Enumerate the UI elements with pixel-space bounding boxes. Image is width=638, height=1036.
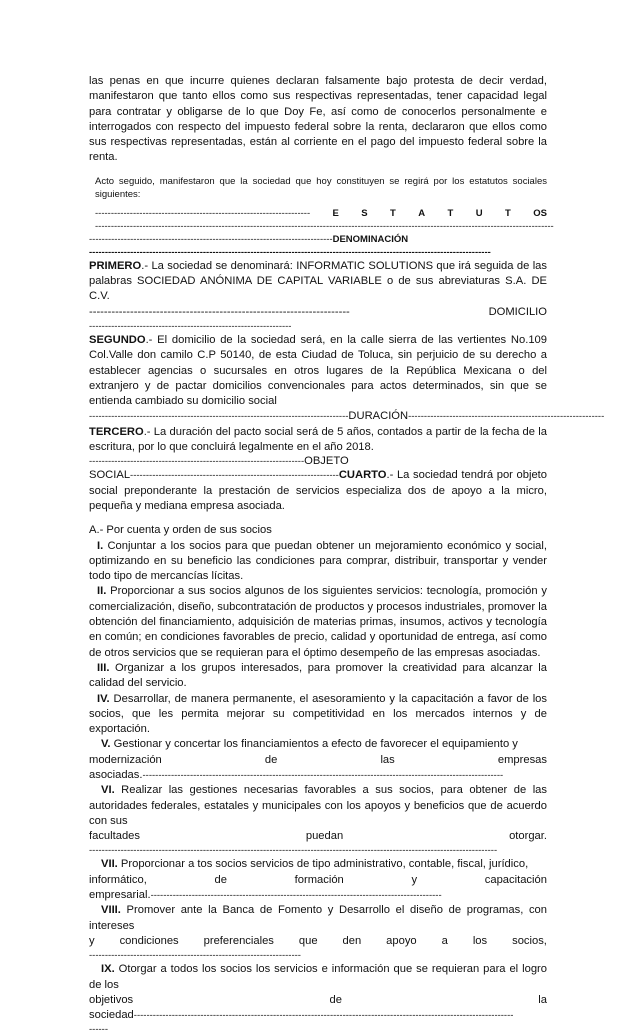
cuarto-dashes: ------------------------------------------------------------------ — [130, 470, 339, 482]
item-v-dashes: ------------------------------------------------------------------------------------------------------------------ — [142, 769, 504, 781]
clause-tercero — [89, 425, 547, 456]
item-viii-word: apoyo — [386, 934, 417, 947]
item-iii-label: III. — [97, 661, 110, 674]
item-v-word: de — [264, 753, 278, 766]
item-vii-label: VII. — [101, 858, 118, 871]
item-viii — [89, 903, 547, 934]
item-ix-dashes: ------------------------------------------------------------------------------------------------------------------------ — [133, 1010, 514, 1022]
item-ii-label: II. — [97, 585, 107, 598]
item-ix-label: IX. — [101, 963, 115, 976]
item-vi-word: otorgar. — [509, 830, 547, 843]
estatutos-heading — [89, 207, 547, 220]
estatutos-letter: A — [418, 207, 426, 219]
domicilio-title: DOMICILIO — [488, 305, 547, 318]
item-viii-word: que — [298, 934, 318, 947]
clause-primero — [89, 259, 547, 305]
item-vii — [89, 857, 547, 872]
item-v-word: modernización — [89, 753, 162, 766]
item-iii — [89, 661, 547, 692]
item-vi-dashes: --------------------------------------------------------------------------------------------------------------------------------- — [89, 845, 498, 857]
item-viii-spread-line — [89, 934, 547, 949]
item-v-end: asociadas. — [89, 768, 143, 781]
objeto-heading — [89, 455, 547, 468]
duracion-dashes-left: ---------------------------------------------------------------------------------- — [89, 411, 349, 423]
item-viii-dashes: ------------------------------------------------------------------- — [89, 950, 301, 962]
item-vi — [89, 783, 547, 829]
item-vii-text: Proporcionar a tos socios servicios de tipo administrativo, contable, fiscal, jurídico, — [117, 858, 529, 871]
item-vi-spread-line — [89, 829, 547, 844]
estatutos-letter: T — [505, 207, 511, 219]
item-ix-last-dashes: ------ — [89, 1024, 108, 1036]
estatutos-letter: S — [361, 207, 368, 219]
item-ix-word: de — [329, 993, 342, 1006]
tercero-text: .- La duración del pacto social será de 5 años, contados a partir de la fecha de la escritura, por lo que concluirá legalmente en el año 2018. — [89, 425, 547, 454]
estatutos-letter: T — [447, 207, 454, 219]
item-viii-word: condiciones — [119, 934, 179, 947]
clause-segundo — [89, 333, 547, 409]
item-vii-word: informático, — [89, 873, 147, 886]
primero-text: .- La sociedad se denominará: INFORMATIC SOLUTIONS que irá seguida de las palabras SOCIEDAD ANÓNIMA DE CAPITAL VARIABLE o de sus abreviaturas S.A. DE C.V. — [89, 259, 547, 303]
item-i — [89, 539, 547, 585]
denominacion-dashes: ----------------------------------------------------------------------------- — [89, 233, 333, 245]
item-vi-word: facultades — [89, 830, 140, 843]
item-ix-end-line — [89, 1008, 547, 1023]
cuarto-label: CUARTO — [338, 469, 387, 482]
item-vii-word: de — [214, 873, 227, 886]
item-viii-word: a — [441, 934, 448, 947]
duracion-heading — [89, 409, 605, 424]
estatutos-dashes: -------------------------------------------------------------------- — [95, 207, 311, 219]
item-v-label: V. — [101, 738, 111, 751]
item-v-end-line — [89, 768, 547, 783]
item-iv — [89, 692, 547, 738]
clause-cuarto — [89, 468, 547, 514]
item-vii-end: empresarial. — [89, 889, 151, 902]
item-vii-dashes: -------------------------------------------------------------------------------------------- — [150, 890, 442, 902]
item-iv-label: IV. — [97, 692, 110, 705]
item-ix-word: objetivos — [89, 993, 134, 1006]
item-vii-spread-line — [89, 873, 547, 888]
item-ix-end: sociedad — [89, 1009, 134, 1022]
item-viii-word: socios, — [512, 934, 547, 947]
item-vii-end-line — [89, 888, 547, 903]
document-page — [89, 74, 605, 1036]
item-v-word: empresas — [497, 753, 547, 766]
item-ix-spread-line — [89, 993, 547, 1008]
paragraph-intro: las penas en que incurre quienes declaran falsamente bajo protesta de decir verdad, manifestaron que tanto ellos como sus respectivas representadas, tener capacidad legal para contratar y obligarse de lo que Doy Fe, así como de conocerlos personalmente e interrogados con respecto del impuesto federal sobre la renta, declararon que ellos como sus respectivas representadas, están al corriente en el pago del impuesto federal sobre la renta. — [89, 75, 547, 164]
item-v-text: Gestionar y concertar los financiamientos a efecto de favorecer el equipamiento y — [110, 738, 518, 751]
item-v-spread-line — [89, 753, 547, 768]
estatutos-letter: E — [332, 207, 339, 219]
item-viii-word: preferenciales — [203, 934, 274, 947]
item-i-text: Conjuntar a los socios para que puedan obtener un mejoramiento económico y social, optimizando en su beneficio las condiciones para comprar, distribuir, transportar y vender todo tipo de mercancías lícitas. — [89, 539, 547, 583]
dash-separator: ------------------------------------------------------------------------------------------------------------------------------------------------- — [95, 220, 554, 232]
item-vii-word: y — [411, 873, 418, 886]
domicilio-dashes: ---------------------------------------------------------------------- — [89, 305, 350, 318]
duracion-title: DURACIÓN — [348, 410, 409, 423]
domicilio-heading — [89, 305, 547, 320]
item-ii — [89, 584, 547, 660]
duracion-dashes-right: -------------------------------------------------------------- — [408, 411, 605, 423]
cuarto-text: .- La sociedad tendrá por objeto social preponderante la prestación de servicios especializa dos de apoyo a la micro, pequeña y mediana empresa asociada. — [89, 469, 547, 512]
cuarto-pre: SOCIAL — [89, 469, 131, 482]
segundo-text: .- El domicilio de la sociedad será, en la calle sierra de las vertientes No.109 Col.Valle don camilo C.P 50140, de esta Ciudad de Toluca, sin perjuicio de su derecho a establecer agencias o sucursales en otros lugares de la República Mexicana o del extranjero y de pactar domicilios convencionales para actos determinados, sin que se entienda cambiado su domicilio social — [89, 333, 547, 408]
item-vi-label: VI. — [101, 784, 115, 797]
item-viii-word: los — [472, 934, 488, 947]
section-a-title: A.- Por cuenta y orden de sus socios — [89, 524, 272, 537]
item-viii-label: VIII. — [101, 904, 121, 917]
item-vii-word: capacitación — [484, 873, 547, 886]
item-ix-word: la — [538, 993, 547, 1006]
item-ix-text: Otorgar a todos los socios los servicios e información que se requieran para el logro de los — [89, 963, 547, 991]
item-iii-text: Organizar a los grupos interesados, para promover la creatividad para alcanzar la calidad del servicio. — [89, 661, 547, 690]
estatutos-letter: T — [390, 207, 396, 219]
item-ix — [89, 962, 547, 993]
estatutos-letter: U — [475, 207, 483, 219]
denominacion-title: DENOMINACIÓN — [332, 233, 409, 245]
item-vii-word: formación — [294, 873, 344, 886]
item-viii-word: y — [89, 934, 95, 947]
tercero-label: TERCERO — [89, 425, 144, 438]
item-viii-word: den — [342, 934, 362, 947]
item-v-word: las — [380, 753, 395, 766]
denominacion-heading — [89, 233, 547, 246]
item-vi-text: Realizar las gestiones necesarias favorables a sus socios, para obtener de las autoridades federales, estatales y municipales con los apoyos y beneficios que de acuerdo con sus — [89, 784, 547, 827]
item-viii-text: Promover ante la Banca de Fomento y Desarrollo el diseño de programas, con intereses — [89, 904, 547, 932]
domicilio-dashes-2: ---------------------------------------------------------------- — [89, 320, 292, 332]
item-i-label: I. — [97, 539, 104, 552]
item-iv-text: Desarrollar, de manera permanente, el asesoramiento y la capacitación a favor de los socios, que les permita mejorar su competitividad en los mercados internos y de exportación. — [89, 692, 547, 736]
objeto-title: OBJETO — [304, 455, 349, 468]
paragraph-acto: Acto seguido, manifestaron que la sociedad que hoy constituyen se regirá por los estatutos sociales siguientes: — [95, 175, 547, 200]
dash-separator-bold: ------------------------------------------------------------------------------------------------------------------------------- — [89, 246, 491, 258]
primero-label: PRIMERO — [89, 259, 142, 272]
item-vi-word: puedan — [305, 830, 344, 843]
item-ii-text: Proporcionar a sus socios algunos de los siguientes servicios: tecnología, promoción y comercialización, diseño, subcontratación de productos y procesos industriales, promover la obtención del financiamiento, adquisición de materias primas, insumos, activos y tecnología en común; en condiciones favorables de precio, calidad y oportunidad de entrega, así como de otros servicios que se requieran para el óptimo desempeño de las empresas asociadas. — [89, 585, 547, 659]
segundo-label: SEGUNDO — [89, 333, 146, 346]
estatutos-letter: OS — [533, 207, 547, 219]
item-v — [89, 737, 547, 752]
objeto-dashes: -------------------------------------------------------------------- — [89, 456, 305, 468]
